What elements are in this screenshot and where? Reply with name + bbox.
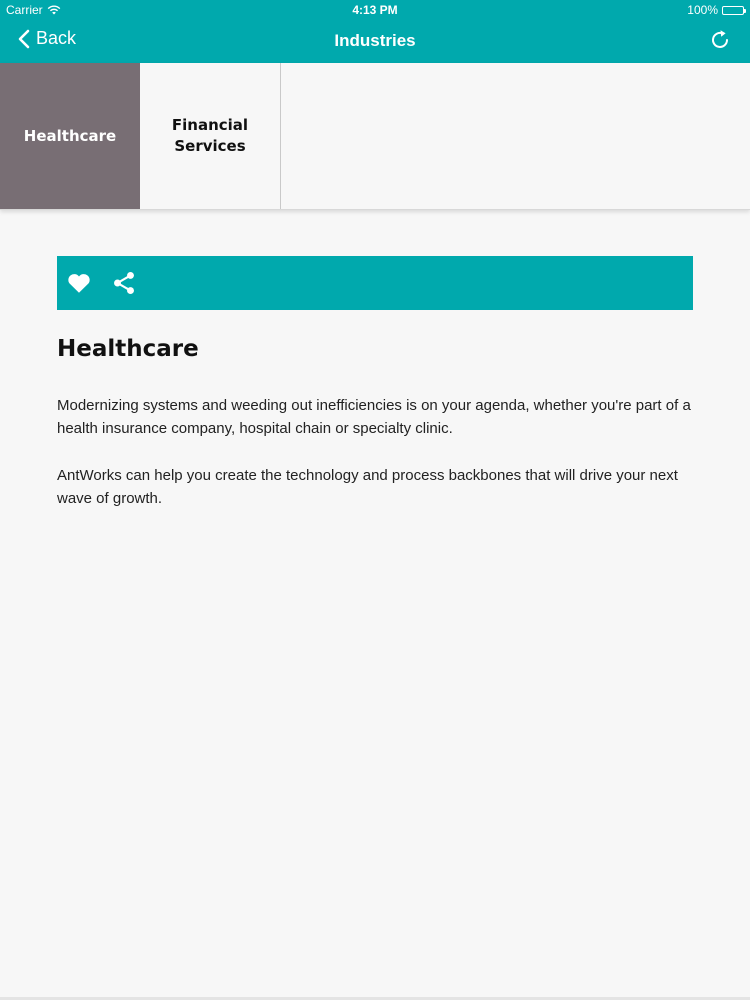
chevron-left-icon — [18, 29, 30, 49]
tab-financial-services[interactable] — [140, 63, 281, 209]
action-bar — [57, 256, 693, 310]
status-time: 4:13 PM — [352, 3, 398, 17]
status-battery — [687, 3, 744, 17]
battery-icon — [722, 6, 744, 15]
carrier-label: Carrier — [6, 3, 43, 17]
page-title: Industries — [334, 31, 416, 50]
heart-icon[interactable] — [66, 270, 92, 296]
back-label: Back — [36, 28, 77, 48]
share-icon[interactable] — [111, 270, 137, 296]
battery-percent: 100% — [687, 3, 718, 17]
tab-label: Healthcare — [23, 126, 117, 145]
industry-tabs — [0, 63, 750, 210]
refresh-icon[interactable] — [708, 28, 732, 52]
content-title: Healthcare — [57, 336, 199, 362]
tab-label: Financial Services — [171, 116, 249, 155]
content-paragraph: Modernizing systems and weeding out inefficiencies is on your agenda, whether you're part of a health insurance company, hospital chain or specialty clinic. — [57, 397, 691, 437]
back-button[interactable] — [18, 28, 76, 49]
tab-healthcare[interactable] — [0, 63, 140, 209]
content-paragraph: AntWorks can help you create the technology and process backbones that will drive your next wave of growth. — [57, 467, 678, 507]
app-header — [0, 0, 750, 63]
status-bar — [0, 0, 750, 20]
